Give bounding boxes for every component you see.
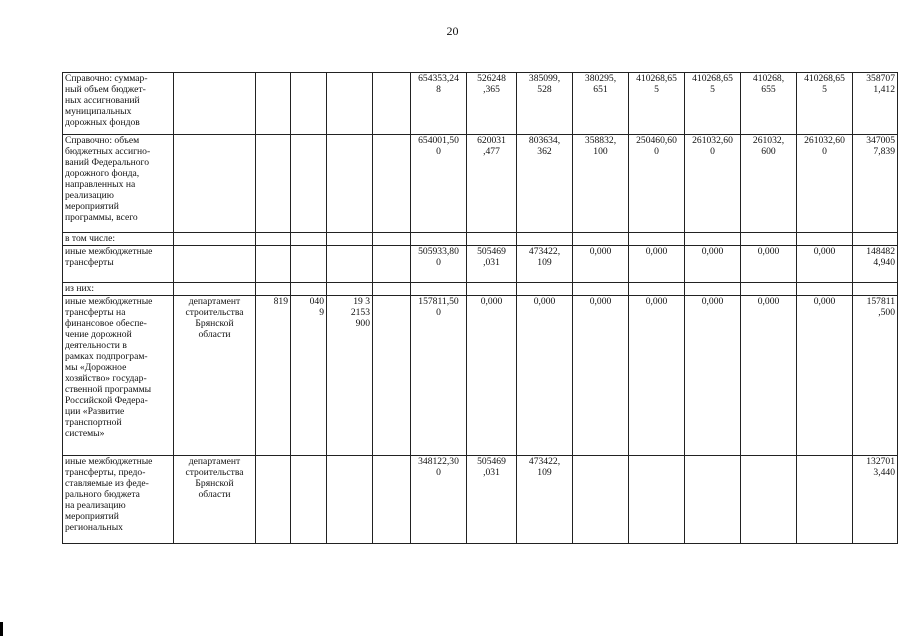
- year-value-cell: 505933,80 0: [411, 246, 467, 283]
- year-value-cell: 505469 ,031: [467, 456, 517, 544]
- year-value-cell: 0,000: [797, 296, 853, 456]
- year-value-cell: 0,000: [517, 296, 573, 456]
- year-value-cell: 654353,24 8: [411, 73, 467, 135]
- year-value-cell: [685, 233, 741, 246]
- responsible-executor: [174, 246, 256, 283]
- responsible-executor: [174, 135, 256, 233]
- year-value-cell: 473422, 109: [517, 456, 573, 544]
- csr-code: [327, 135, 373, 233]
- year-value-cell: [517, 233, 573, 246]
- year-value-cell: 0,000: [629, 296, 685, 456]
- grbs-code: [256, 73, 291, 135]
- year-value-cell: 0,000: [741, 246, 797, 283]
- vr-code: [373, 456, 411, 544]
- row-description: в том числе:: [63, 233, 174, 246]
- year-value-cell: 261032,60 0: [685, 135, 741, 233]
- responsible-executor: [174, 73, 256, 135]
- row-description: из них:: [63, 283, 174, 296]
- year-value-cell: [629, 283, 685, 296]
- year-value-cell: [573, 456, 629, 544]
- scan-edge-mark: [0, 622, 3, 636]
- csr-code: 19 3 2153 900: [327, 296, 373, 456]
- total-value-cell: [853, 233, 898, 246]
- year-value-cell: [517, 283, 573, 296]
- year-value-cell: [573, 283, 629, 296]
- csr-code: [327, 283, 373, 296]
- year-value-cell: [629, 456, 685, 544]
- year-value-cell: 410268,65 5: [685, 73, 741, 135]
- vr-code: [373, 135, 411, 233]
- vr-code: [373, 233, 411, 246]
- row-description: Справочно: объем бюджетных ассигно- ваний Федерального дорожного фонда, направленных на реализацию мероприятий программы, всего: [63, 135, 174, 233]
- rzpr-code: [291, 233, 327, 246]
- vr-code: [373, 283, 411, 296]
- year-value-cell: [467, 283, 517, 296]
- year-value-cell: 380295, 651: [573, 73, 629, 135]
- year-value-cell: 358832, 100: [573, 135, 629, 233]
- year-value-cell: [797, 283, 853, 296]
- table-row: [63, 246, 898, 283]
- year-value-cell: 410268, 655: [741, 73, 797, 135]
- csr-code: [327, 246, 373, 283]
- vr-code: [373, 246, 411, 283]
- year-value-cell: [741, 283, 797, 296]
- total-value-cell: 347005 7,839: [853, 135, 898, 233]
- year-value-cell: [741, 233, 797, 246]
- responsible-executor: департамент строительства Брянской области: [174, 296, 256, 456]
- grbs-code: [256, 135, 291, 233]
- budget-table: [62, 72, 898, 544]
- year-value-cell: 0,000: [467, 296, 517, 456]
- vr-code: [373, 73, 411, 135]
- year-value-cell: [629, 233, 685, 246]
- year-value-cell: 385099, 528: [517, 73, 573, 135]
- year-value-cell: 473422, 109: [517, 246, 573, 283]
- vr-code: [373, 296, 411, 456]
- table-row: [63, 73, 898, 135]
- responsible-executor: [174, 283, 256, 296]
- year-value-cell: [467, 233, 517, 246]
- table-row: [63, 135, 898, 233]
- year-value-cell: [797, 233, 853, 246]
- total-value-cell: 148482 4,940: [853, 246, 898, 283]
- csr-code: [327, 456, 373, 544]
- table-row: [63, 233, 898, 246]
- rzpr-code: [291, 135, 327, 233]
- row-description: иные межбюджетные трансферты на финансовое обеспе- чение дорожной деятельности в рамках подпрограм- мы «Дорожное хозяйство» государ- ственной программы Российской Федера- ции «Развитие транспортной системы»: [63, 296, 174, 456]
- responsible-executor: департамент строительства Брянской области: [174, 456, 256, 544]
- year-value-cell: 0,000: [573, 246, 629, 283]
- total-value-cell: [853, 283, 898, 296]
- year-value-cell: 0,000: [685, 246, 741, 283]
- year-value-cell: 654001,50 0: [411, 135, 467, 233]
- total-value-cell: 358707 1,412: [853, 73, 898, 135]
- year-value-cell: 410268,65 5: [629, 73, 685, 135]
- year-value-cell: 250460,60 0: [629, 135, 685, 233]
- responsible-executor: [174, 233, 256, 246]
- year-value-cell: [741, 456, 797, 544]
- year-value-cell: 803634, 362: [517, 135, 573, 233]
- row-description: иные межбюджетные трансферты: [63, 246, 174, 283]
- table-row: [63, 283, 898, 296]
- year-value-cell: 0,000: [797, 246, 853, 283]
- rzpr-code: [291, 283, 327, 296]
- csr-code: [327, 73, 373, 135]
- year-value-cell: 410268,65 5: [797, 73, 853, 135]
- total-value-cell: 132701 3,440: [853, 456, 898, 544]
- year-value-cell: 261032, 600: [741, 135, 797, 233]
- year-value-cell: [685, 283, 741, 296]
- year-value-cell: [411, 233, 467, 246]
- year-value-cell: 526248 ,365: [467, 73, 517, 135]
- year-value-cell: 0,000: [685, 296, 741, 456]
- year-value-cell: 620031 ,477: [467, 135, 517, 233]
- grbs-code: 819: [256, 296, 291, 456]
- csr-code: [327, 233, 373, 246]
- total-value-cell: 157811 ,500: [853, 296, 898, 456]
- year-value-cell: [797, 456, 853, 544]
- year-value-cell: [573, 233, 629, 246]
- year-value-cell: 505469 ,031: [467, 246, 517, 283]
- rzpr-code: [291, 456, 327, 544]
- table-row: [63, 456, 898, 544]
- page-number: 20: [446, 24, 459, 38]
- year-value-cell: 0,000: [741, 296, 797, 456]
- grbs-code: [256, 283, 291, 296]
- year-value-cell: 348122,30 0: [411, 456, 467, 544]
- grbs-code: [256, 233, 291, 246]
- row-description: Справочно: суммар- ный объем бюджет- ных ассигнований муниципальных дорожных фондов: [63, 73, 174, 135]
- year-value-cell: 0,000: [573, 296, 629, 456]
- year-value-cell: 0,000: [629, 246, 685, 283]
- rzpr-code: 040 9: [291, 296, 327, 456]
- rzpr-code: [291, 246, 327, 283]
- table-row: [63, 296, 898, 456]
- year-value-cell: [685, 456, 741, 544]
- row-description: иные межбюджетные трансферты, предо- ставляемые из феде- рального бюджета на реализацию мероприятий региональных: [63, 456, 174, 544]
- grbs-code: [256, 246, 291, 283]
- year-value-cell: 261032,60 0: [797, 135, 853, 233]
- rzpr-code: [291, 73, 327, 135]
- grbs-code: [256, 456, 291, 544]
- year-value-cell: [411, 283, 467, 296]
- year-value-cell: 157811,50 0: [411, 296, 467, 456]
